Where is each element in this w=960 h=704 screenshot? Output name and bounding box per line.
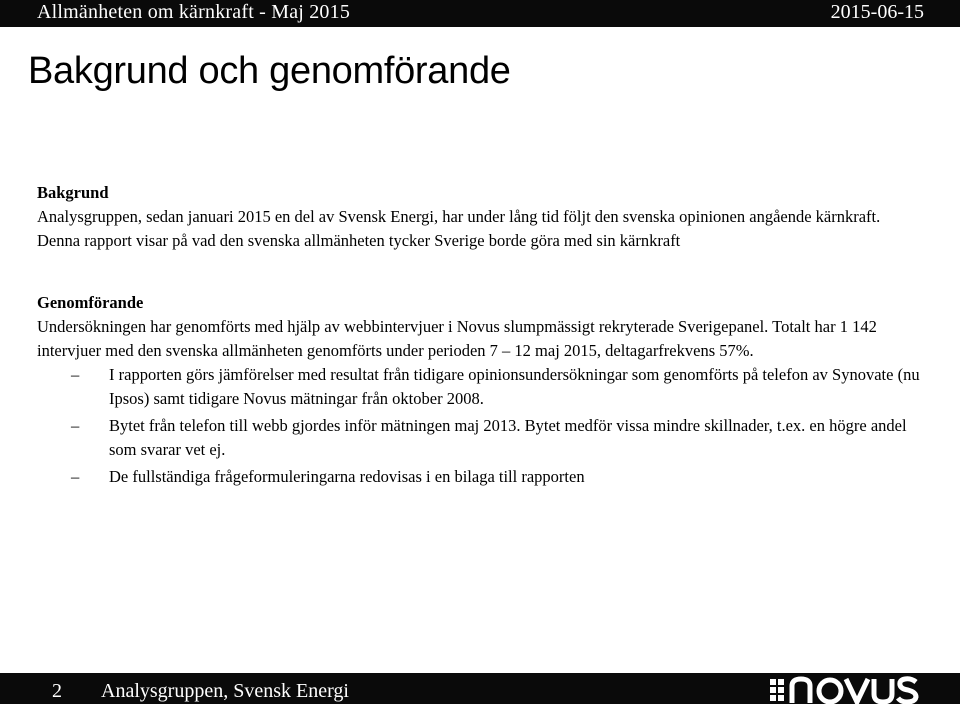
dash-bullet: – [71, 416, 80, 435]
slide-content [37, 181, 927, 492]
bullet-text: De fullständiga frågeformuleringarna redovisas i en bilaga till rapporten [109, 467, 585, 486]
dash-bullet: – [71, 365, 80, 384]
header-date: 2015-06-15 [830, 1, 924, 23]
bakgrund-text: Analysgruppen, sedan januari 2015 en del av Svensk Energi, har under lång tid följt den svenska opinionen angående kärnkraft. Denna rapport visar på vad den svenska allmänheten tycker Sverige borde göra med sin kärnkraft [37, 207, 881, 250]
list-item [37, 363, 927, 411]
header-bar [0, 0, 960, 27]
dash-bullet: – [71, 467, 80, 486]
list-item [37, 414, 927, 462]
method-bullet-list [37, 363, 927, 489]
logo-mark-icon [770, 679, 784, 701]
footer-org: Analysgruppen, Svensk Energi [101, 680, 349, 702]
list-item [37, 465, 927, 489]
bullet-text: I rapporten görs jämförelser med resultat från tidigare opinionsundersökningar som genomförts på telefon av Synovate (nu Ipsos) samt tidigare Novus mätningar från oktober 2008. [109, 365, 920, 408]
novus-logo [770, 676, 940, 704]
page-number: 2 [52, 680, 62, 702]
header-title: Allmänheten om kärnkraft - Maj 2015 [37, 1, 351, 23]
genomforande-text: Undersökningen har genomförts med hjälp av webbintervjuer i Novus slumpmässigt rekryterade Sverigepanel. Totalt har 1 142 intervjuer med den svenska allmänheten genomförts under perioden 7 – 12 maj 2015, deltagarfrekvens 57%. [37, 317, 877, 360]
page-title: Bakgrund och genomförande [28, 50, 511, 92]
genomforande-heading: Genomförande [37, 293, 144, 312]
bakgrund-heading: Bakgrund [37, 183, 109, 202]
bullet-text: Bytet från telefon till webb gjordes inför mätningen maj 2013. Bytet medför vissa mindre skillnader, t.ex. en högre andel som svarar vet ej. [109, 416, 907, 459]
logo-wordmark [792, 679, 916, 703]
